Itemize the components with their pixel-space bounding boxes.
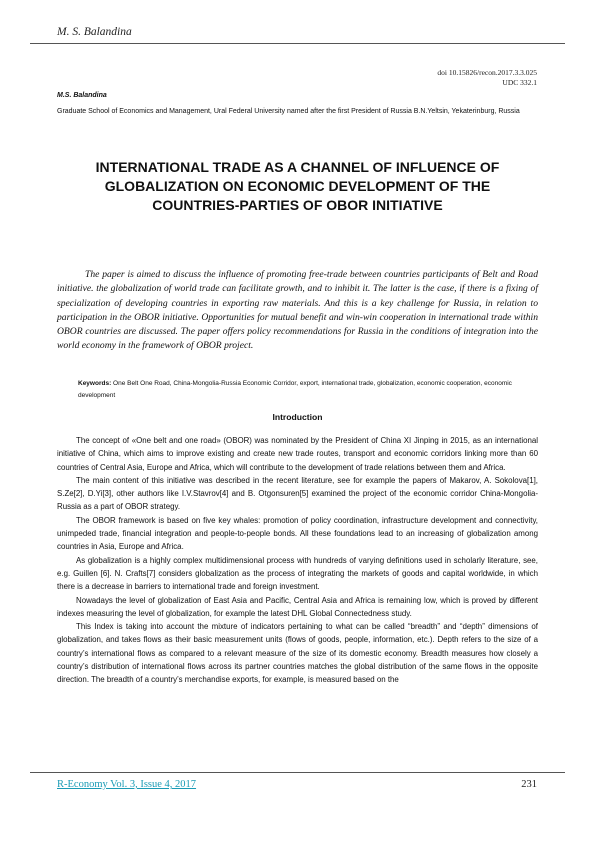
paragraph: The main content of this initiative was described in the recent literature, see for example the papers of Makarov, A. Sokolova[1], S.Ze[2], D.Yi[3], other authors like I.V.Stavrov[4] and B. Otgonsuren[5] examined the project of the economic corridor China-Mongolia-Russia as a part of OBOR strategy. [57,475,538,512]
article-identifiers [437,68,537,88]
udc-code: UDC 332.1 [502,78,537,87]
section-heading-introduction: Introduction [272,412,323,422]
paragraph: As globalization is a highly complex multidimensional process with hundreds of varying definitions used in scholarly literature, see, e.g. Guillen [6]. N. Crafts[7] considers globalization as the process of integrating the markets of goods and capital worldwide, in which there is a decrease in barriers to international trade and foreign investment. [57,555,538,592]
doi[interactable]: doi 10.15826/recon.2017.3.3.025 [437,68,537,77]
paragraph: The concept of «One belt and one road» (OBOR) was nominated by the President of China XI Jinping in 2015, as an international initiative of China, which aims to improve existing and create new trade routes, transport and economic corridors linking more than 60 countries of Central Asia, Europe and Africa, which will contribute to the development of trade relations between them and Africa. [57,436,538,472]
paper-title: INTERNATIONAL TRADE AS A CHANNEL OF INFLUENCE OF GLOBALIZATION ON ECONOMIC DEVELOPMENT OF THE COUNTRIES-PARTIES OF OBOR INITIATIVE [95,159,500,213]
author-affiliation: Graduate School of Economics and Management, Ural Federal University named after the first President of Russia B.N.Yeltsin, Yekaterinburg, Russia [57,108,520,115]
paragraph: Nowadays the level of globalization of East Asia and Pacific, Central Asia and Africa is remaining low, which is proved by different indexes measuring the level of globalization, for example the latest DHL Global Connectedness study. [57,595,538,618]
running-head-author: M. S. Balandina [57,26,132,38]
journal-citation-link[interactable]: R-Economy Vol. 3, Issue 4, 2017 [57,779,197,790]
keywords-label: Keywords: [78,380,112,387]
paragraph: The OBOR framework is based on five key whales: promotion of policy coordination, infrastructure development and connectivity, unimpeded trade, financial integration and people-to-people bonds. All these foundations lead to an increasing of globalization among countries in Asia, Europe and Africa. [57,515,538,552]
header-divider [30,43,565,44]
footer-divider [30,772,565,773]
introduction-body [57,434,538,687]
keywords [78,378,538,402]
abstract: The paper is aimed to discuss the influence of promoting free-trade between countries participants of Belt and Road initiative. the globalization of world trade can facilitate growth, and to inhibit it. The latter is the case, if there is a fixing of specialization of developing countries in exporting raw materials. And this is a key challenge for Russia, in relation to participation in the OBOR initiative. Opportunities for mutual benefit and win-win cooperation in international trade within OBOR countries are discussed. The paper offers policy recommendations for Russia in the conditions of integration into the world economy in the framework of OBOR project. [57,269,538,352]
author-name: M.S. Balandina [57,92,107,99]
paragraph: This Index is taking into account the mixture of indicators pertaining to what can be called “breadth” and “depth” dimensions of globalization, and takes flows as their basic measurement units (flows of goods, people, information, etc.). Depth refers to the size of a country’s international flows as compared to a relevant measure of the size of its domestic economy. Breadth measures how closely a country’s distribution of international flows across its partner countries matches the global distribution of the same flows in the opposite direction. The breadth of a country’s merchandise exports, for example, is measured based on the [57,622,538,685]
keywords-text: One Belt One Road, China-Mongolia-Russia Economic Corridor, export, international trade, globalization, economic cooperation, economic development [78,380,512,399]
page-number: 231 [521,779,537,790]
